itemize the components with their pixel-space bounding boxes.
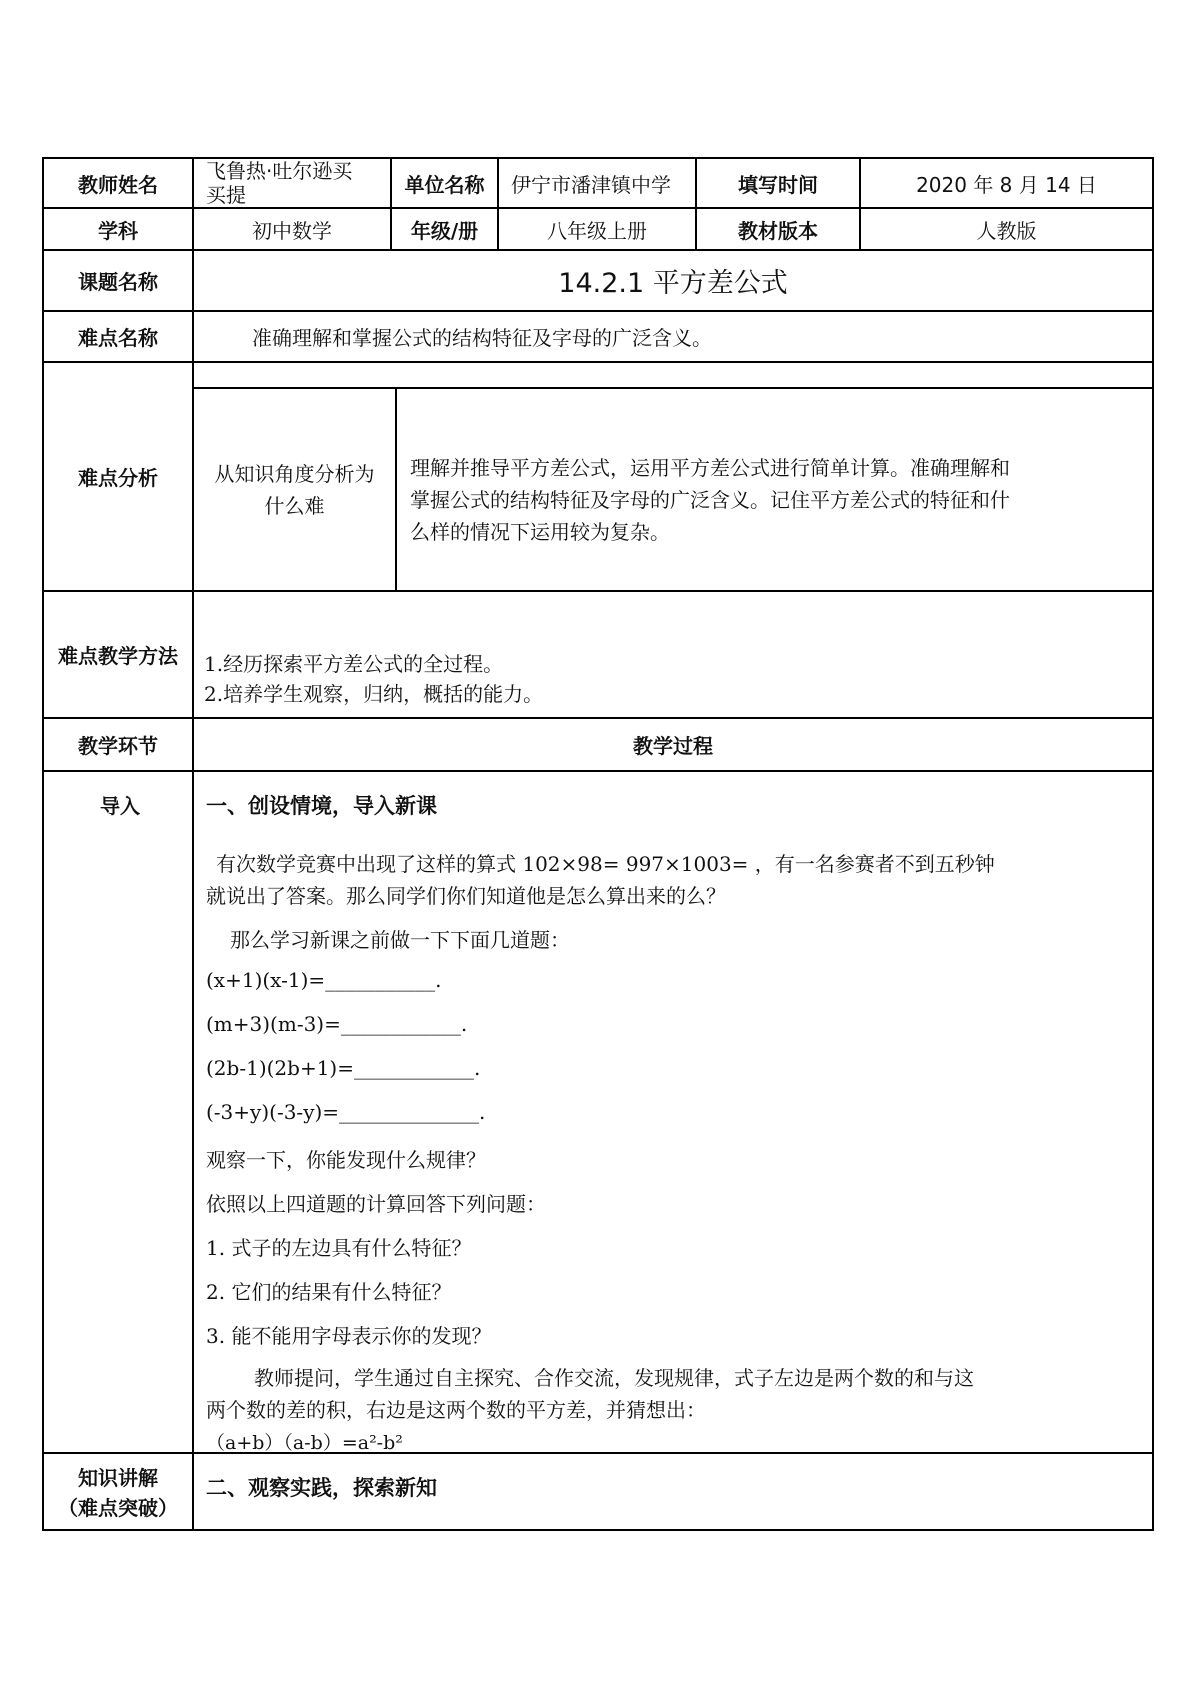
analysis-sub-label bbox=[194, 389, 395, 590]
subject-value: 初中数学 bbox=[252, 218, 332, 243]
row-divider bbox=[42, 361, 1154, 363]
follow-prompt: 依照以上四道题的计算回答下列问题： bbox=[206, 1192, 546, 1216]
question-item: 3. 能不能用字母表示你的发现？ bbox=[206, 1324, 492, 1348]
teacher-name-value bbox=[194, 159, 390, 207]
topic-value: 14.2.1 平方差公式 bbox=[558, 268, 788, 299]
analysis-text-line: 理解并推导平方差公式，运用平方差公式进行简单计算。准确理解和 bbox=[410, 456, 1010, 480]
summary-line: 两个数的差的积，右边是这两个数的平方差，并猜想出： bbox=[206, 1398, 706, 1422]
analysis-sub-label-line2: 什么难 bbox=[264, 493, 325, 518]
difficulty-label: 难点名称 bbox=[78, 326, 158, 350]
col-divider bbox=[192, 157, 194, 1531]
topic-label: 课题名称 bbox=[78, 270, 158, 294]
fill-time-value: 2020 年 8 月 14 日 bbox=[916, 172, 1097, 197]
method-line: 1.经历探索平方差公式的全过程。 bbox=[204, 652, 504, 676]
teaching-section-header: 教学环节 bbox=[78, 734, 158, 758]
fill-time-label: 填写时间 bbox=[738, 172, 818, 197]
intro-paragraph-line: 就说出了答案。那么同学们你们知道他是怎么算出来的么？ bbox=[206, 884, 726, 908]
analysis-text-line: 掌握公式的结构特征及字母的广泛含义。记住平方差公式的特征和什 bbox=[410, 488, 1010, 512]
unit-name-value: 伊宁市潘津镇中学 bbox=[511, 172, 671, 197]
exercise-item: (-3+y)(-3-y)=______________. bbox=[206, 1100, 486, 1124]
row-divider bbox=[42, 590, 1154, 592]
intro-paragraph-line: 有次数学竞赛中出现了这样的算式 102×98= 997×1003= ，有一名参赛者不到五秒钟 bbox=[216, 852, 995, 876]
exercise-item: (m+3)(m-3)=____________. bbox=[206, 1012, 468, 1036]
summary-line: 教师提问，学生通过自主探究、合作交流，发现规律，式子左边是两个数的和与这 bbox=[254, 1366, 974, 1390]
knowledge-label bbox=[44, 1454, 192, 1531]
analysis-label: 难点分析 bbox=[78, 466, 158, 490]
analysis-sub-label-line1: 从知识角度分析为 bbox=[214, 461, 375, 486]
edition-label: 教材版本 bbox=[738, 218, 818, 243]
exercise-item: (x+1)(x-1)=___________. bbox=[206, 968, 442, 992]
question-item: 2. 它们的结果有什么特征？ bbox=[206, 1280, 452, 1304]
grade-value: 八年级上册 bbox=[547, 218, 647, 243]
unit-name-label: 单位名称 bbox=[404, 172, 485, 197]
method-label: 难点教学方法 bbox=[58, 644, 178, 668]
intro-label: 导入 bbox=[100, 794, 140, 818]
teacher-name-label: 教师姓名 bbox=[78, 172, 158, 197]
exercise-item: (2b-1)(2b+1)=____________. bbox=[206, 1056, 481, 1080]
teaching-process-header: 教学过程 bbox=[633, 734, 713, 758]
observe-prompt: 观察一下，你能发现什么规律？ bbox=[206, 1148, 486, 1172]
knowledge-heading: 二、观察实践，探索新知 bbox=[206, 1476, 437, 1500]
method-line: 2.培养学生观察，归纳，概括的能力。 bbox=[204, 682, 544, 706]
difficulty-value: 准确理解和掌握公式的结构特征及字母的广泛含义。 bbox=[252, 326, 712, 350]
question-item: 1. 式子的左边具有什么特征？ bbox=[206, 1236, 472, 1260]
knowledge-label-line1: 知识讲解 bbox=[78, 1465, 158, 1490]
row-divider bbox=[42, 770, 1154, 772]
difference-of-squares-formula: （a+b）（a-b）=a²-b² bbox=[206, 1432, 403, 1454]
teacher-name-line1: 飞鲁热·吐尔逊买 bbox=[206, 159, 353, 183]
subject-label: 学科 bbox=[98, 218, 138, 243]
grade-label: 年级/册 bbox=[410, 218, 479, 243]
col-divider bbox=[395, 389, 397, 590]
knowledge-label-line2: （难点突破） bbox=[58, 1495, 178, 1520]
edition-value: 人教版 bbox=[976, 218, 1037, 243]
analysis-text-line: 么样的情况下运用较为复杂。 bbox=[410, 520, 670, 544]
intro-heading: 一、创设情境，导入新课 bbox=[206, 794, 437, 818]
intro-paragraph: 那么学习新课之前做一下下面几道题： bbox=[230, 928, 570, 952]
teacher-name-line2: 买提 bbox=[206, 183, 246, 207]
